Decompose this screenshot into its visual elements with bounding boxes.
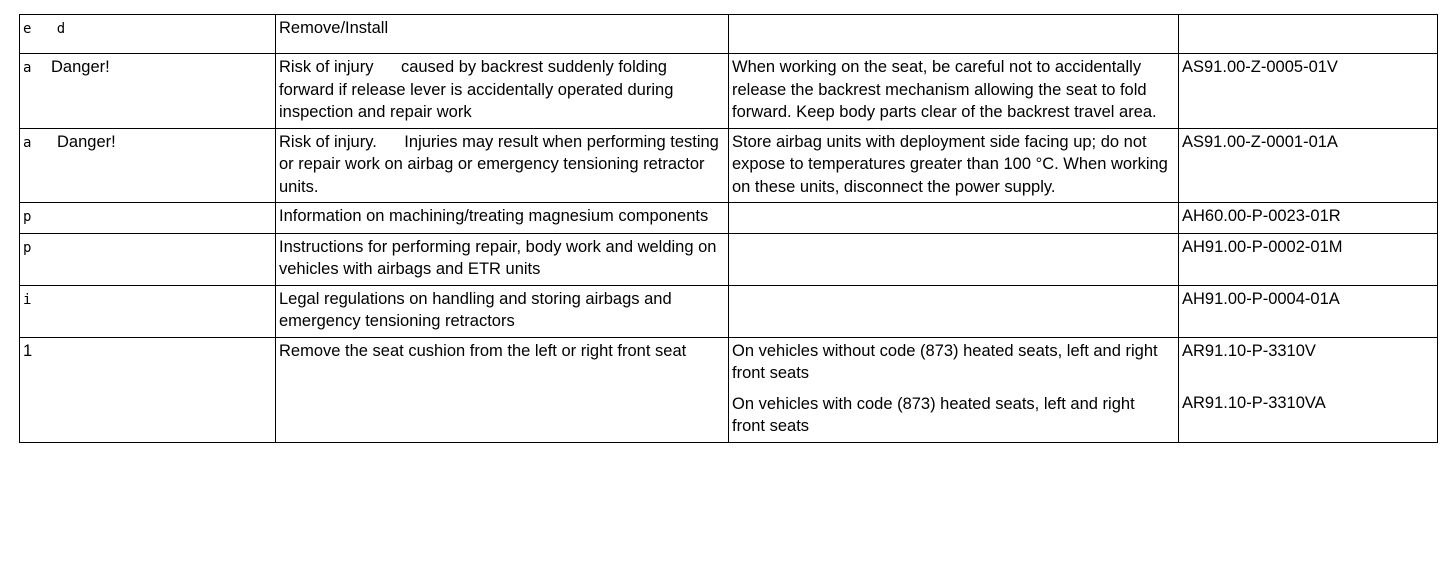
note-text: On vehicles without code (873) heated seats, left and right front seats	[732, 341, 1158, 382]
header-title-cell	[276, 15, 729, 54]
table-row	[20, 203, 1438, 234]
description-cell	[276, 337, 729, 442]
table-header-row	[20, 15, 1438, 54]
symbol-cell	[20, 233, 276, 285]
table-row	[20, 285, 1438, 337]
reference-cell	[1179, 128, 1438, 203]
description-text: Instructions for performing repair, body work and welding on vehicles with airbags and ETR units	[279, 237, 717, 278]
symbol-cell	[20, 203, 276, 234]
reference-link[interactable]: AR91.10-P-3310VA	[1182, 394, 1326, 412]
note-text: On vehicles with code (873) heated seats, left and right front seats	[732, 394, 1135, 435]
danger-cell	[20, 54, 276, 129]
description-text: Legal regulations on handling and storing airbags and emergency tensioning retractors	[279, 289, 672, 330]
reference-cell	[1179, 203, 1438, 234]
reference-cell	[1179, 285, 1438, 337]
reference-cell	[1179, 337, 1438, 442]
step-cell	[20, 337, 276, 442]
table-row	[20, 337, 1438, 442]
note-cell	[729, 203, 1179, 234]
note-text: Store airbag units with deployment side facing up; do not expose to temperatures greater than 100 °C. When working on these units, disconnect the power supply.	[732, 132, 1168, 196]
symbol-cell	[20, 285, 276, 337]
danger-label: Danger!	[57, 132, 116, 151]
reference-link[interactable]: AS91.00-Z-0001-01A	[1182, 132, 1338, 151]
note-cell	[729, 128, 1179, 203]
warning-icon: a	[23, 134, 32, 151]
reference-link[interactable]: AH91.00-P-0004-01A	[1182, 289, 1340, 308]
description-cell	[276, 285, 729, 337]
info-icon: p	[23, 239, 32, 256]
description-text: Information on machining/treating magnesium components	[279, 207, 709, 225]
description-cell	[276, 54, 729, 129]
step-number: 1	[23, 341, 33, 360]
description-cell	[276, 203, 729, 234]
table-row	[20, 128, 1438, 203]
danger-cell	[20, 128, 276, 203]
danger-label: Danger!	[51, 58, 110, 76]
header-symbols: e d	[23, 21, 66, 37]
reference-cell	[1179, 233, 1438, 285]
table-row	[20, 233, 1438, 285]
note-text: When working on the seat, be careful not to accidentally release the backrest mechanism allowing the seat to fold forward. Keep body parts clear of the backrest travel area.	[732, 58, 1157, 121]
description-cell	[276, 233, 729, 285]
info-icon: i	[23, 291, 32, 308]
warning-icon: a	[23, 60, 32, 76]
table-row	[20, 54, 1438, 129]
reference-link[interactable]: AS91.00-Z-0005-01V	[1182, 58, 1338, 76]
procedure-table	[19, 14, 1438, 443]
description-text: Risk of injury caused by backrest suddenly folding forward if release lever is accidentally operated during inspection and repair work	[279, 58, 678, 121]
note-cell	[729, 233, 1179, 285]
note-cell	[729, 337, 1179, 442]
reference-link[interactable]: AR91.10-P-3310V	[1182, 341, 1316, 360]
header-symbols-cell	[20, 15, 276, 54]
note-cell	[729, 54, 1179, 129]
header-empty-cell	[1179, 15, 1438, 54]
header-title: Remove/Install	[279, 19, 389, 37]
description-text: Risk of injury. Injuries may result when performing testing or repair work on airbag or emergency tensioning retractor units.	[279, 132, 724, 196]
info-icon: p	[23, 209, 32, 225]
reference-cell	[1179, 54, 1438, 129]
description-text: Remove the seat cushion from the left or right front seat	[279, 341, 687, 360]
note-cell	[729, 285, 1179, 337]
reference-link[interactable]: AH91.00-P-0002-01M	[1182, 237, 1343, 256]
header-empty-cell	[729, 15, 1179, 54]
reference-link[interactable]: AH60.00-P-0023-01R	[1182, 207, 1341, 225]
description-cell	[276, 128, 729, 203]
